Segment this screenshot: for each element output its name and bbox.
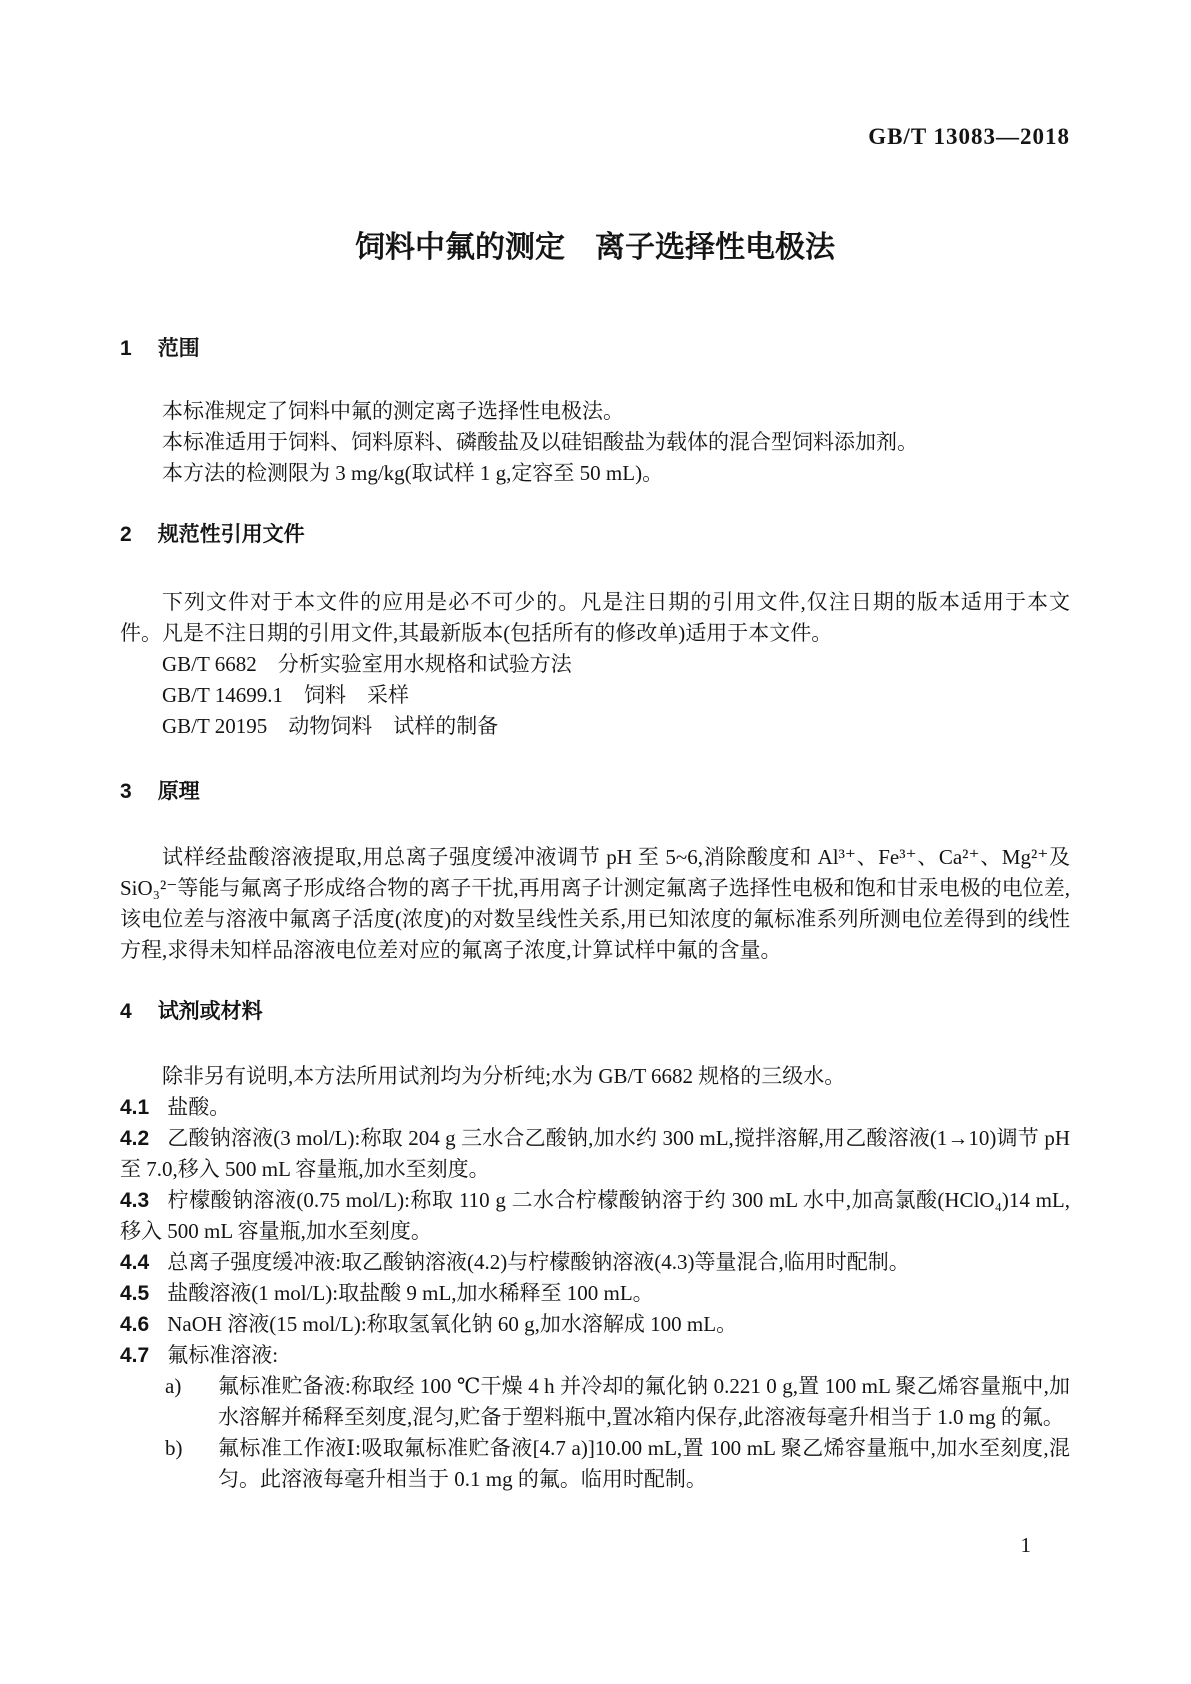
clause-4-2 [120,1123,1070,1185]
section-number: 1 [120,337,132,360]
clause-text: 乙酸钠溶液(3 mol/L):称取 204 g 三水合乙酸钠,加水约 300 mL,搅拌溶解,用乙酸溶液(1→10)调节 pH 至 7.0,移入 500 mL 容量瓶,加水至刻度。 [120,1126,1070,1181]
section-title: 规范性引用文件 [157,523,305,546]
clause-4-5 [120,1278,1070,1309]
clause-4-1 [120,1092,1070,1123]
clause-text: 盐酸。 [167,1095,231,1119]
clause-text: 盐酸溶液(1 mol/L):取盐酸 9 mL,加水稀释至 100 mL。 [167,1281,654,1305]
clause-4-7 [120,1340,1070,1371]
section-number: 2 [120,523,132,546]
scope-paragraph-1: 本标准规定了饲料中氟的测定离子选择性电极法。 [162,399,624,423]
reagents-intro: 除非另有说明,本方法所用试剂均为分析纯;水为 GB/T 6682 规格的三级水。 [162,1064,846,1088]
clause-4-3 [120,1185,1070,1247]
clause-number: 4.4 [120,1251,150,1274]
standard-code: GB/T 13083—2018 [868,124,1070,149]
clause-number: 4.2 [120,1127,150,1150]
clause-number: 4.3 [120,1189,150,1212]
section-title: 试剂或材料 [157,1000,263,1023]
reference-item-2: GB/T 14699.1 饲料 采样 [162,683,409,707]
clause-number: 4.7 [120,1344,150,1367]
section-title: 原理 [157,780,200,803]
subitem-b [120,1433,1070,1495]
clause-text: 氟标准溶液: [167,1343,279,1367]
section-heading-scope [120,336,1070,362]
subitem-label: a) [165,1374,182,1398]
clause-number: 4.1 [120,1096,150,1119]
clause-number: 4.5 [120,1282,150,1305]
scope-paragraph-3: 本方法的检测限为 3 mg/kg(取试样 1 g,定容至 50 mL)。 [162,461,664,485]
clause-text: NaOH 溶液(15 mol/L):称取氢氧化钠 60 g,加水溶解成 100 mL。 [167,1312,738,1336]
clause-text: 柠檬酸钠溶液(0.75 mol/L):称取 110 g 二水合柠檬酸钠溶于约 300 mL 水中,加高氯酸(HClO₄)14 mL,移入 500 mL 容量瓶,加水至刻度。 [120,1188,1070,1243]
page-number: 1 [1020,1533,1031,1557]
section-number: 3 [120,780,132,803]
section-heading-normative-references [120,522,1070,548]
section-heading-principle [120,779,1070,805]
section-number: 4 [120,1000,132,1023]
reference-item-3: GB/T 20195 动物饲料 试样的制备 [162,714,499,738]
section-title: 范围 [157,337,200,360]
clause-4-4 [120,1247,1070,1278]
clause-number: 4.6 [120,1313,150,1336]
section-heading-reagents [120,999,1070,1025]
reference-item-1: GB/T 6682 分析实验室用水规格和试验方法 [162,652,572,676]
subitem-label: b) [165,1436,183,1460]
clause-4-6 [120,1309,1070,1340]
clause-text: 总离子强度缓冲液:取乙酸钠溶液(4.2)与柠檬酸钠溶液(4.3)等量混合,临用时配制。 [167,1250,910,1274]
scope-paragraph-2: 本标准适用于饲料、饲料原料、磷酸盐及以硅铝酸盐为载体的混合型饲料添加剂。 [162,430,918,454]
subitem-text: 氟标准工作液Ⅰ:吸取氟标准贮备液[4.7 a)]10.00 mL,置 100 mL 聚乙烯容量瓶中,加水至刻度,混匀。此溶液每毫升相当于 0.1 mg 的氟。临用时配制。 [218,1436,1070,1491]
normative-references-intro: 下列文件对于本文件的应用是必不可少的。凡是注日期的引用文件,仅注日期的版本适用于本文件。凡是不注日期的引用文件,其最新版本(包括所有的修改单)适用于本文件。 [120,590,1070,645]
subitem-text: 氟标准贮备液:称取经 100 ℃干燥 4 h 并冷却的氟化钠 0.221 0 g,置 100 mL 聚乙烯容量瓶中,加水溶解并稀释至刻度,混匀,贮备于塑料瓶中,置冰箱内保存,此溶液每毫升相当于 1.0 mg 的氟。 [218,1374,1070,1429]
document-title: 饲料中氟的测定 离子选择性电极法 [355,231,835,264]
subitem-a [120,1371,1070,1433]
principle-paragraph: 试样经盐酸溶液提取,用总离子强度缓冲液调节 pH 至 5~6,消除酸度和 Al³⁺、Fe³⁺、Ca²⁺、Mg²⁺及 SiO₃²⁻等能与氟离子形成络合物的离子干扰,再用离子计测定氟离子选择性电极和饱和甘汞电极的电位差,该电位差与溶液中氟离子活度(浓度)的对数呈线性关系,用已知浓度的氟标准系列所测电位差得到的线性方程,求得未知样品溶液电位差对应的氟离子浓度,计算试样中氟的含量。 [120,845,1070,962]
